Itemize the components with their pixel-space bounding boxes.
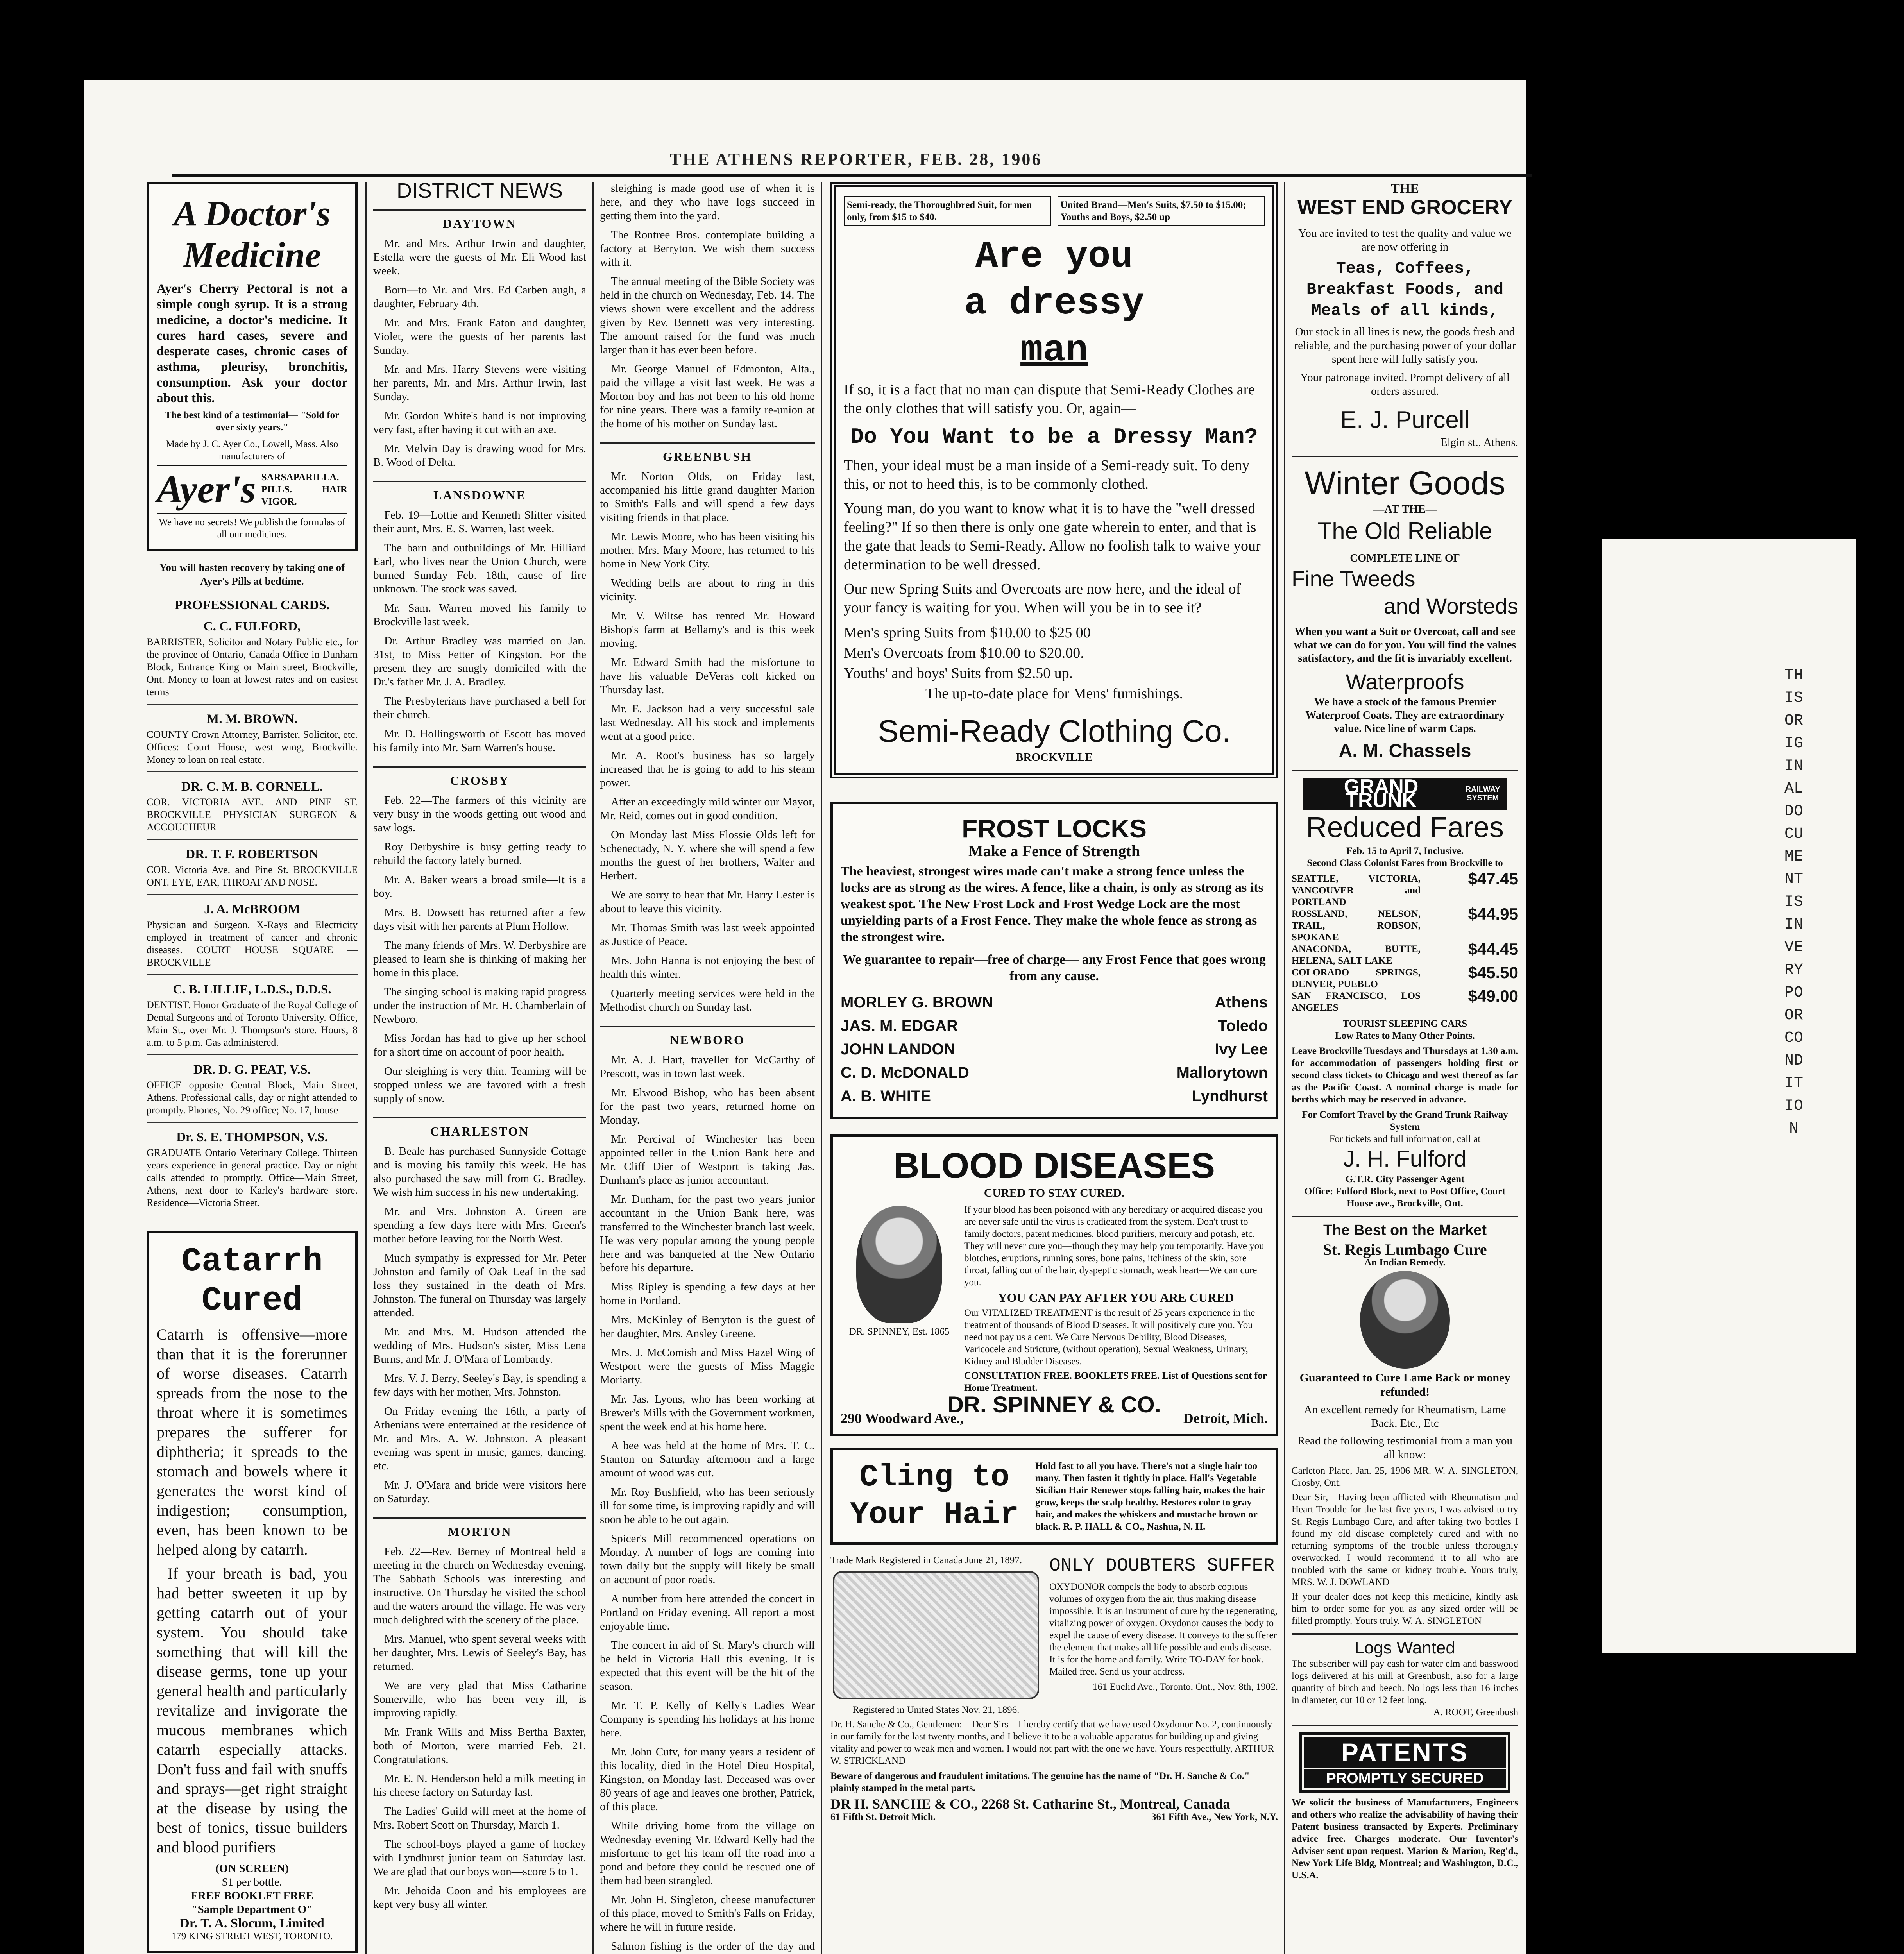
ayers-products: SARSAPARILLA. PILLS. HAIR VIGOR. (261, 472, 347, 507)
news-item: Mr. John Cutv, for many years a resident of this locality, died in the Hotel Dieu Hospital, Kingston, on Monday last. Deceased was over 80 years of age and leaves one brother, Patrick, of this place. (600, 1746, 815, 1813)
price-line: Men's spring Suits from $10.00 to $25 00 (844, 624, 1091, 641)
news-item: Mrs. John Hanna is not enjoying the best of health this winter. (600, 954, 815, 981)
news-item: Mr. A. Root's business has so largely increased that he is going to add to his steam power. (600, 749, 815, 789)
patents-body: We solicit the business of Manufacturers, Engineers and others who realize the advisability of having their Patent business transacted by Experts. Preliminary advice free. Charges moderate. Our Inventor's Adviser sent upon request. Marion & Marion, Reg'd., New York Life Bldg, Montreal; and Washington, D.C., U.S.A. (1292, 1797, 1518, 1881)
fare-destination: ANACONDA, BUTTE, HELENA, SALT LAKE (1292, 944, 1421, 966)
morton-continued (600, 182, 815, 431)
oxydonor-letter: Dr. H. Sanche & Co., Gentlemen:—Dear Sirs—I hereby certify that we have used Oxydonor No. 2, continuously in our family for the last twenty months, and I believe it to be a valuable apparatus for building up and giving vitality and power to weak men and women. I would not part with the one we have. Yours respectfully, ARTHUR W. STRICKLAND (830, 1719, 1274, 1766)
oxydonor-ad (830, 1554, 1278, 1823)
semi-ready-intro: If so, it is a fact that no man can dispute that Semi-Ready Clothes are the only clothes that will satisfy you. Or, again— (844, 381, 1255, 417)
dealer-row (841, 1014, 1268, 1038)
dressy-headline: a dressy (964, 282, 1144, 325)
grocery-intro: You are invited to test the quality and value we are now offering in (1298, 227, 1512, 253)
district-news-sections (373, 209, 586, 1911)
grocery-body: Our stock in all lines is new, the goods fresh and reliable, and the purchasing power of your dollar spent here will fully satisfy you. (1294, 326, 1516, 365)
card-body: COUNTY Crown Attorney, Barrister, Solicitor, etc. Offices: Court House, west wing, Brockville. Money to loan on real estate. (147, 728, 358, 772)
fares-table (1292, 870, 1518, 1014)
card (147, 1063, 358, 1123)
condition-note: THIS ORIGINAL DOCUMENT IS IN VERY POOR CONDITION (1784, 667, 1803, 1138)
news-item: Mr. Lewis Moore, who has been visiting his mother, Mrs. Mary Moore, has returned to his home in New York City. (600, 530, 815, 570)
news-item: Mr. J. O'Mara and bride were visitors here on Saturday. (373, 1479, 586, 1505)
dealer-name: MORLEY G. BROWN (841, 994, 993, 1011)
professional-cards (147, 620, 358, 1215)
news-item: Mr. and Mrs. Frank Eaton and daughter, Violet, were the guests of her parents last Sunday. (373, 317, 586, 356)
winter-goods-ad (1292, 457, 1518, 771)
column-3 (600, 182, 815, 1954)
grand-trunk-office: Office: Fulford Block, next to Post Office, Court House ave., Brockville, Ont. (1304, 1186, 1506, 1209)
lumbago-guarantee: Guaranteed to Cure Lame Back or money refunded! (1299, 1371, 1510, 1398)
catarrh-body: Catarrh is offensive—more than that it is the forerunner of worse diseases. Catarrh spreads from the nose to the throat where it is sometimes prepares the sufferer for diphtheria; it spreads to the stomach and bowels where it generates the worst kind of indigestion; consumption, even, has been known to be helped along by catarrh. (157, 1326, 347, 1558)
grand-trunk-logo (1303, 775, 1507, 812)
frost-guarantee: We guarantee to repair—free of charge— any Frost Fence that goes wrong from any cause. (843, 952, 1266, 983)
dealer-name: JOHN LANDON (841, 1041, 956, 1058)
card-body: COR. VICTORIA AVE. AND PINE ST. BROCKVILLE PHYSICIAN SURGEON & ACCOUCHEUR (147, 796, 358, 840)
catarrh-body-2: If your breath is bad, you had better sweeten it up by getting catarrh out of your system. You should take something that will kill the disease germs, tone up your general health and particularly revitalize and invigorate the mucous membranes which catarrh especially attacks. Don't fuss and fail with snuffs and sprays—get right straight at the disease by using the best of tonics, tissue builders and blood purifiers (157, 1565, 347, 1856)
news-item: Mr. Roy Bushfield, who has been seriously ill for some time, is improving rapidly and will soon be able to be out again. (600, 1486, 815, 1526)
ayers-doctor-ad (147, 182, 358, 551)
dealer-row (841, 1061, 1268, 1084)
header-rule (172, 174, 1532, 177)
news-item: Dr. Arthur Bradley was married on Jan. 31st, to Miss Fetter of Kingston. For the present they are snugly domiciled with the Dr.'s father Mr. J. A. Bradley. (373, 635, 586, 688)
section-heading: CROSBY (373, 766, 586, 787)
semi-ready-ad (830, 182, 1278, 778)
oxydonor-address: 361 Fifth Ave., New York, N.Y. (1151, 1812, 1278, 1822)
card-name: M. M. BROWN. (207, 712, 297, 726)
oxydonor-company: DR H. SANCHE & CO., 2268 St. Catharine St., Montreal, Canada (830, 1796, 1230, 1812)
winter-owner: A. M. Chassels (1339, 741, 1471, 761)
price-line: Men's Overcoats from $10.00 to $20.00. (844, 645, 1084, 661)
tourist-cars: TOURIST SLEEPING CARS (1342, 1018, 1467, 1029)
dealer-name: A. B. WHITE (841, 1088, 931, 1105)
grocery-owner: E. J. Purcell (1340, 406, 1470, 433)
dealer-town: Toledo (1217, 1017, 1268, 1034)
winter-store: The Old Reliable (1317, 518, 1492, 544)
fare-price: $47.45 (1468, 870, 1518, 888)
news-item: Mr. and Mrs. Harry Stevens were visiting her parents, Mr. and Mrs. Arthur Irwin, last Sunday. (373, 363, 586, 403)
news-item: The Presbyterians have purchased a bell for their church. (373, 695, 586, 721)
news-item: Spicer's Mill recommenced operations on Monday. A number of logs are coming into town daily but the supply will likely be small on account of poor roads. (600, 1532, 815, 1586)
news-item: The barn and outbuildings of Mr. Hilliard Earl, who lives near the Union Church, were burned Sunday Feb. 18th, cause of fire unknown. The stock was saved. (373, 542, 586, 595)
news-item: Mrs. B. Dowsett has returned after a few days visit with her parents at Plum Hollow. (373, 906, 586, 932)
winter-waterproofs: Waterproofs (1346, 669, 1464, 694)
news-item: Miss Ripley is spending a few days at her home in Portland. (600, 1281, 815, 1307)
cling-hair-ad (830, 1448, 1278, 1545)
news-item: We are very glad that Miss Catharine Somerville, who has been very ill, is improving rapidly. (373, 1679, 586, 1719)
news-item: Mr. Percival of Winchester has been appointed teller in the Union Bank here and Mr. Cliff Dier of Westport is taking Jas. Dunham's place as junior accountant. (600, 1133, 815, 1186)
patents-ad (1292, 1726, 1518, 1888)
west-end-grocery-ad (1292, 182, 1518, 457)
card-body: BARRISTER, Solicitor and Notary Public etc., for the province of Ontario, Canada Office in Dunham Block, Entrance King or Main street, Brockville, Ont. Money to loan at lowest rates and on easiest terms (147, 636, 358, 705)
lumbago-read: Read the following testimonial from a man you all know: (1297, 1435, 1513, 1461)
semi-ready-para: Our new Spring Suits and Overcoats are now here, and the ideal of your fancy is waiting for you. When will you be in to see it? (844, 581, 1241, 616)
lumbago-brand-2: An Indian Remedy. (1364, 1257, 1446, 1268)
ad-title: Medicine (183, 235, 321, 275)
semi-ready-closing: The up-to-date place for Mens' furnishings. (925, 685, 1183, 702)
card (147, 620, 358, 705)
fare-destination: COLORADO SPRINGS, DENVER, PUEBLO (1292, 967, 1421, 990)
news-item: Mr. and Mrs. M. Hudson attended the wedding of Mrs. Hudson's sister, Miss Lena Burns, and Mr. J. O'Mara of Lombardy. (373, 1326, 586, 1365)
news-item: Mr. Norton Olds, on Friday last, accompanied his little grand daughter Marion to Smith's Falls and will spend a few days visiting friends in that place. (600, 470, 815, 524)
fare-destination: ROSSLAND, NELSON, TRAIL, ROBSON, SPOKANE (1292, 909, 1421, 943)
semi-ready-para: Young man, do you want to know what it is to have the "well dressed feeling?" If so then there is only one gate wherein to enter, and that is the gate that leads to Semi-Ready. Allow no foolish talk to waive your determination to be well dressed. (844, 500, 1261, 573)
dealer-row (841, 1084, 1268, 1108)
grocery-goods: Teas, Coffees, Breakfast Foods, and Meals of all kinds, (1306, 259, 1504, 320)
blood-pay: YOU CAN PAY AFTER YOU ARE CURED (998, 1290, 1234, 1304)
winter-tweeds: Fine Tweeds (1292, 566, 1415, 591)
dressy-question: Do You Want to be a Dressy Man? (850, 424, 1258, 449)
card-body: COR. Victoria Ave. and Pine St. BROCKVILLE ONT. EYE, EAR, THROAT AND NOSE. (147, 864, 358, 895)
patents-title: PATENTS (1304, 1737, 1506, 1768)
doctor-portrait (856, 1206, 942, 1323)
semi-ready-para: Then, your ideal must be a man inside of a Semi-ready suit. To deny this, or not to heed this, is to be commonly clothed. (844, 457, 1250, 492)
card (147, 903, 358, 975)
news-item: Mrs. V. J. Berry, Seeley's Bay, is spending a few days with her mother, Mrs. Johnston. (373, 1372, 586, 1398)
fares-dates: Feb. 15 to April 7, Inclusive. (1346, 846, 1464, 856)
news-item: Mr. Thomas Smith was last week appointed as Justice of Peace. (600, 922, 815, 948)
district-news-title: DISTRICT NEWS (396, 182, 563, 202)
section-heading: GREENBUSH (600, 442, 815, 463)
ad-body: Ayer's Cherry Pectoral is not a simple cough syrup. It is a strong medicine, a doctor's medicine. It cures hard cases, severe and desperate cases, chronic cases of asthma, pleurisy, bronchitis, consumption. Ask your doctor about this. (157, 282, 347, 405)
district-news-sections (600, 442, 815, 1954)
section-heading: CHARLESTON (373, 1117, 586, 1138)
lumbago-letter: Dear Sir,—Having been afflicted with Rheumatism and Heart Trouble for the last five years, I was advised to try St. Regis Lumbago Cure, and after taking two bottles I found my old disease completely cured and with no returning symptoms of the trouble unless thoroughly overworked. I would recommend it to all who are troubled with the same or kidney trouble. Yours truly, MRS. W. J. DOWLAND (1292, 1492, 1518, 1587)
dealer-town: Mallorytown (1176, 1064, 1268, 1081)
news-item: Mr. T. P. Kelly of Kelly's Ladies Wear Company is spending his holidays at his home here. (600, 1699, 815, 1739)
card (147, 983, 358, 1055)
news-item: The many friends of Mrs. W. Derbyshire are pleased to learn she is thinking of making her home in this place. (373, 939, 586, 979)
patents-subtitle: PROMPTLY SECURED (1304, 1769, 1506, 1788)
blood-title: BLOOD DISEASES (893, 1146, 1215, 1186)
fare-price: $45.50 (1468, 963, 1518, 982)
news-item: Mr. and Mrs. Johnston A. Green are spending a few days here with Mrs. Green's mother before leaving for the North West. (373, 1205, 586, 1245)
news-item: Our sleighing is very thin. Teaming will be stopped unless we are favored with a fresh supply of snow. (373, 1065, 586, 1105)
fare-price: $44.45 (1468, 940, 1518, 958)
grocery-title: WEST END GROCERY (1297, 196, 1512, 219)
news-item: B. Beale has purchased Sunnyside Cottage and is moving his family this week. He has also purchased the saw mill from G. Bradley. We wish him success in his new undertaking. (373, 1145, 586, 1199)
logs-title: Logs Wanted (1355, 1638, 1455, 1657)
lumbago-title: The Best on the Market (1323, 1222, 1487, 1238)
news-item: The Rontree Bros. contemplate building a factory at Berryton. We wish them success with it. (600, 229, 815, 268)
fares-class: Second Class Colonist Fares from Brockville to (1307, 858, 1503, 868)
oxydonor-registered: Registered in United States Nov. 21, 1896. (852, 1705, 1020, 1715)
fare-price: $49.00 (1468, 987, 1518, 1005)
news-item: Much sympathy is expressed for Mr. Peter Johnston and family of Oak Leaf in the sad loss they sustained in the death of Mrs. Johnston. The funeral on Thursday was largely attended. (373, 1252, 586, 1319)
blood-company: DR. SPINNEY & CO. (947, 1392, 1161, 1417)
card-name: DR. D. G. PEAT, V.S. (193, 1063, 311, 1077)
column-rule (1284, 182, 1285, 1954)
news-item: Mr. Gordon White's hand is not improving very fast, after having it cut with an axe. (373, 410, 586, 436)
news-item: Miss Jordan has had to give up her school for a short time on account of poor health. (373, 1032, 586, 1058)
news-item: While driving home from the village on Wednesday evening Mr. Edward Kelly had the misfortune to get his team off the road into a pond and before they could be rescued one of them had been strangled. (600, 1820, 815, 1887)
catarrh-sample: "Sample Department O" (191, 1903, 313, 1916)
news-item: Mrs. Manuel, who spent several weeks with her daughter, Mrs. Lewis of Seeley's Bay, has returned. (373, 1633, 586, 1673)
oxydonor-device-image (833, 1571, 1039, 1699)
card-name: Dr. S. E. THOMPSON, V.S. (176, 1130, 328, 1144)
news-item: Feb. 22—Rev. Berney of Montreal held a meeting in the church on Wednesday evening. The Sabbath Schools was interesting and instructive. On Thursday he visited the school and the waters around the village. He was very much delighted with the scenery of the place. (373, 1545, 586, 1626)
news-item: Mrs. J. McComish and Miss Hazel Wing of Westport were the guests of Miss Maggie Moriarty. (600, 1346, 815, 1386)
news-item: Mr. and Mrs. Arthur Irwin and daughter, Estella were the guests of Mr. Eli Wood last week. (373, 237, 586, 277)
logs-wanted-ad (1292, 1635, 1518, 1726)
lumbago-note: If your dealer does not keep this medicine, kindly ask him to order some for you as any sized order will be filled promptly. Yours truly, W. A. SINGLETON (1292, 1591, 1518, 1626)
news-item: The school-boys played a game of hockey with Lyndhurst junior team on Saturday last. We are glad that our boys won—score 5 to 1. (373, 1838, 586, 1878)
catarrh-title: Catarrh Cured (181, 1242, 323, 1320)
dealer-name: C. D. McDONALD (841, 1064, 969, 1081)
catarrh-company: Dr. T. A. Slocum, Limited (180, 1916, 324, 1931)
news-item: The concert in aid of St. Mary's church will be held in Victoria Hall this evening. It is expected that this event will be the hit of the season. (600, 1639, 815, 1693)
logs-body: The subscriber will pay cash for water elm and basswood logs delivered at his mill at Greenbush, also for a large quantity of birch and beech. No logs less than 16 inches in diameter, cut 10 or 12 feet long. (1292, 1659, 1518, 1705)
section-heading: MORTON (373, 1517, 586, 1539)
news-item: Mr. Sam. Warren moved his family to Brockville last week. (373, 602, 586, 628)
grand-trunk-body: Leave Brockville Tuesdays and Thursdays at 1.30 a.m. for accommodation of passengers holding first or second class tickets to Chicago and west thereof as far as the Pacific Coast. A nominal charge is made for berths which may be reserved in advance. (1292, 1046, 1518, 1105)
news-item: Born—to Mr. and Mrs. Ed Carben augh, a daughter, February 4th. (373, 284, 586, 310)
ayers-brand-logo: Ayer's (157, 467, 256, 511)
section-heading: NEWBORO (600, 1026, 815, 1047)
news-item: The singing school is making rapid progress under the instruction of Mr. H. Chamberlain of Newboro. (373, 986, 586, 1025)
column-1 (147, 182, 358, 1954)
page-header: THE ATHENS REPORTER, FEB. 28, 1906 (669, 150, 1042, 169)
section-heading: DAYTOWN (373, 209, 586, 231)
oxydonor-headline: ONLY DOUBTERS SUFFER (1049, 1555, 1275, 1576)
dressy-headline: man (1020, 329, 1088, 372)
news-item: Mr. Frank Wills and Miss Bertha Baxter, both of Morton, were married Feb. 21. Congratulations. (373, 1726, 586, 1766)
column-rule (365, 182, 367, 1954)
logs-sign: A. ROOT, Greenbush (1433, 1707, 1518, 1718)
grand-trunk-agent-title: G.T.R. City Passenger Agent (1345, 1174, 1465, 1185)
card-name: C. B. LILLIE, L.D.S., D.D.S. (173, 982, 331, 997)
cling-body: Hold fast to all you have. There's not a single hair too many. Then fasten it tightly in place. Hall's Vegetable Sicilian Hair Renewer stops falling hair, makes the hair grow, keeps the scalp healthy. Restores color to gray hair, and makes the whiskers and mustache brown or black. R. P. HALL & CO., Nashua, N. H. (1035, 1461, 1265, 1532)
winter-complete: COMPLETE LINE OF (1350, 552, 1460, 564)
card-name: DR. C. M. B. CORNELL. (181, 780, 323, 794)
ad-maker: Made by J. C. Ayer Co., Lowell, Mass. Also manufacturers of (166, 439, 338, 462)
news-item: The annual meeting of the Bible Society was held in the church on Wednesday, Feb. 14. The views shown were excellent and the address given by Rev. Bennett was very interesting. The amount raised for the fund was much larger than it has ever been before. (600, 275, 815, 356)
news-item: After an exceedingly mild winter our Mayor, Mr. Reid, comes out in good condition. (600, 796, 815, 822)
blood-address: 290 Woodward Ave., (841, 1410, 964, 1426)
column-2 (373, 182, 586, 1954)
card (147, 1131, 358, 1215)
news-item: Wedding bells are about to ring in this vicinity. (600, 577, 815, 603)
news-item: We are sorry to hear that Mr. Harry Lester is about to leave this vicinity. (600, 889, 815, 915)
section-heading: LANSDOWNE (373, 481, 586, 502)
news-item: Quarterly meeting services were held in the Methodist church on Sunday last. (600, 987, 815, 1013)
card-name: C. C. FULFORD, (203, 619, 301, 633)
lumbago-cure-ad (1292, 1217, 1518, 1635)
news-item: Mr. A. Baker wears a broad smile—It is a boy. (373, 873, 586, 900)
price-line: Youths' and boys' Suits from $2.50 up. (844, 665, 1073, 682)
oxydonor-letter-address: 161 Euclid Ave., Toronto, Ont., Nov. 8th, 1902. (1092, 1682, 1278, 1692)
oxydonor-beware: Beware of dangerous and fraudulent imitations. The genuine has the name of "Dr. H. Sanche & Co." plainly stamped in the metal parts. (830, 1771, 1250, 1793)
card-body: OFFICE opposite Central Block, Main Street, Athens. Professional calls, day or night attended to promptly. Phones, No. 29 office; No. 17, house (147, 1079, 358, 1123)
card (147, 780, 358, 840)
semi-ready-tag: Semi-ready, the Thoroughbred Suit, for men only, from $15 to $40. (844, 196, 1051, 226)
card (147, 712, 358, 772)
blood-subtitle: CURED TO STAY CURED. (984, 1186, 1125, 1199)
column-rule (821, 182, 822, 1954)
frost-locks-ad (830, 802, 1278, 1119)
news-item: Mr. Elwood Bishop, who has been absent for the past two years, returned home on Monday. (600, 1086, 815, 1126)
card-body: Physician and Surgeon. X-Rays and Electricity employed in treatment of cancer and chronic diseases. COURT HOUSE SQUARE — BROCKVILLE (147, 919, 358, 975)
news-item: The Ladies' Guild will meet at the home of Mrs. Robert Scott on Thursday, March 1. (373, 1805, 586, 1831)
cling-title: Cling to Your Hair (850, 1460, 1019, 1533)
column-rule (592, 182, 594, 1954)
lumbago-brand: St. Regis Lumbago Cure (1323, 1241, 1487, 1258)
fare-destination: SEATTLE, VICTORIA, VANCOUVER and PORTLAND (1292, 873, 1421, 907)
winter-worsteds: and Worsteds (1383, 594, 1518, 618)
news-item: Mrs. McKinley of Berryton is the guest of her daughter, Mrs. Ansley Greene. (600, 1313, 815, 1340)
fare-destination: SAN FRANCISCO, LOS ANGELES (1292, 991, 1421, 1013)
dealer-town: Athens (1215, 994, 1268, 1011)
blood-city: Detroit, Mich. (1183, 1410, 1268, 1426)
fare-row (1292, 870, 1518, 908)
news-item: Mr. George Manuel of Edmonton, Alta., paid the village a visit last week. He was a Morton boy and has not been to his old home for nine years. There was a family re-union at the home of his mother on Sunday last. (600, 363, 815, 430)
news-item: Mr. Jas. Lyons, who has been working at Brewer's Mills with the Government workmen, spent the week end at his home here. (600, 1393, 815, 1433)
grand-trunk-comfort: For Comfort Travel by the Grand Trunk Railway System (1302, 1109, 1508, 1132)
news-item: Mr. John H. Singleton, cheese manufacturer of this place, moved to Smith's Falls on Friday, where he will in future reside. (600, 1893, 815, 1933)
blood-consult: CONSULTATION FREE. BOOKLETS FREE. List of Questions sent for Home Treatment. (964, 1371, 1267, 1393)
winter-title: Winter Goods (1305, 465, 1505, 501)
news-item: A bee was held at the home of Mrs. T. C. Stanton on Saturday afternoon and a large amount of wood was cut. (600, 1439, 815, 1479)
ad-testimonial: The best kind of a testimonial— "Sold for over sixty years." (165, 410, 340, 433)
news-item: Mr. E. N. Henderson held a milk meeting in his cheese factory on Saturday last. (373, 1772, 586, 1798)
lumbago-letter-head: Carleton Place, Jan. 25, 1906 MR. W. A. SINGLETON, Crosby, Ont. (1292, 1466, 1518, 1488)
dealer-name: JAS. M. EDGAR (841, 1017, 958, 1034)
news-item: Mr. Jehoida Coon and his employees are kept very busy all winter. (373, 1884, 586, 1911)
page-margin-extension (1602, 539, 1856, 1653)
semi-ready-town: BROCKVILLE (1016, 751, 1093, 764)
news-item: On Monday last Miss Flossie Olds left for Schenectady, N. Y. where she will spend a few months the guest of her brothers, Walter and Herbert. (600, 828, 815, 882)
reduced-fares-title: Reduced Fares (1306, 811, 1504, 843)
catarrh-screen: (ON SCREEN) (215, 1862, 289, 1875)
ad-footer: You will hasten recovery by taking one of Ayer's Pills at bedtime. (159, 562, 345, 587)
fare-row (1292, 987, 1518, 1014)
news-item: Salmon fishing is the order of the day and (611, 1940, 815, 1952)
lumbago-remedy: An excellent remedy for Rheumatism, Lame Back, Etc., Etc (1304, 1403, 1506, 1430)
oxydonor-trademark: Trade Mark Registered in Canada June 21, 1897. (830, 1555, 1022, 1566)
news-item: Mr. A. J. Hart, traveller for McCarthy of Prescott, was in town last week. (600, 1054, 815, 1080)
news-item: Mr. Edward Smith had the misfortune to have his valuable DeVeras colt kicked on Thursday last. (600, 656, 815, 696)
winter-body-2: We have a stock of the famous Premier Waterproof Coats. They are extraordinary value. Nice line of warm Caps. (1305, 696, 1505, 735)
dealer-row (841, 991, 1268, 1014)
news-item: Roy Derbyshire is busy getting ready to rebuild the factory lately burned. (373, 841, 586, 867)
news-item: On Friday evening the 16th, a party of Athenians were entertained at the residence of Mr. and Mrs. A. W. Johnston. A pleasant evening was spent in music, games, dancing, etc. (373, 1405, 586, 1472)
news-item: Feb. 22—The farmers of this vicinity are very busy in the woods getting out wood and saw logs. (373, 794, 586, 834)
dealer-row (841, 1038, 1268, 1061)
semi-ready-company: Semi-Ready Clothing Co. (878, 714, 1231, 748)
news-item: Mr. Melvin Day is drawing wood for Mrs. B. Wood of Delta. (373, 442, 586, 469)
frost-dealers (841, 991, 1268, 1108)
catarrh-booklet: FREE BOOKLET FREE (191, 1890, 313, 1902)
column-5 (1292, 182, 1518, 1954)
news-item: Mr. E. Jackson had a very successful sale last Wednesday. All his stock and implements went at a good price. (600, 703, 815, 743)
column-4 (830, 182, 1278, 1954)
grocery-the: THE (1391, 182, 1419, 196)
news-item: Mr. D. Hollingsworth of Escott has moved his family into Mr. Sam Warren's house. (373, 728, 586, 754)
grocery-patronage: Your patronage invited. Prompt delivery of all orders assured. (1300, 371, 1510, 397)
grand-trunk-agent: J. H. Fulford (1343, 1146, 1467, 1172)
frost-subtitle: Make a Fence of Strength (968, 842, 1140, 860)
winter-body: When you want a Suit or Overcoat, call and see what we can do for you. You will find the values satisfactory, and the fit is invariably excellent. (1294, 626, 1516, 664)
low-rates: Low Rates to Many Other Points. (1335, 1031, 1475, 1041)
grand-trunk-tickets: For tickets and full information, call at (1329, 1134, 1481, 1144)
card-name: DR. T. F. ROBERTSON (186, 847, 319, 861)
grocery-address: Elgin st., Athens. (1441, 436, 1518, 449)
news-item: Feb. 19—Lottie and Kenneth Slitter visited their aunt, Mrs. E. S. Warren, last week. (373, 509, 586, 535)
card-body: GRADUATE Ontario Veterinary College. Thirteen years experience in general practice. Day or night calls attended to promptly. Office—Main Street, Athens, next door to Karley's hardware store. Residence—Victoria Street. (147, 1147, 358, 1215)
news-item: A number from here attended the concert in Portland on Friday evening. All report a most enjoyable time. (600, 1593, 815, 1632)
winter-at: —AT THE— (1373, 503, 1437, 515)
frost-title: FROST LOCKS (962, 814, 1147, 843)
professional-cards-heading: PROFESSIONAL CARDS. (174, 598, 330, 612)
frost-body: The heaviest, strongest wires made can't make a strong fence unless the locks are as strong as the wires. A fence, like a chain, is only as strong as its weakest spot. The New Frost Lock and Frost Wedge Lock are the most unyielding parts of a Frost Fence. They make the whole fence as strong as the strongest wire. (841, 864, 1263, 944)
catarrh-ad (147, 1231, 358, 1953)
card-body: DENTIST. Honor Graduate of the Royal College of Dental Surgeons and of Toronto University. Office, Main St., over Mr. J. Thompson's store. Hours, 8 a.m. to 5 p.m. Gas administered. (147, 999, 358, 1055)
dealer-town: Lyndhurst (1192, 1088, 1268, 1105)
catarrh-price: $1 per bottle. (222, 1876, 282, 1888)
news-item: sleighing is made good use of when it is here, and they who have logs succeed in getting them into the yard. (600, 182, 815, 222)
united-brand-tag: United Brand—Men's Suits, $7.50 to $15.00; Youths and Boys, $2.50 up (1058, 196, 1265, 226)
fare-row (1292, 905, 1518, 943)
dealer-town: Ivy Lee (1215, 1041, 1268, 1058)
indian-portrait-image (1360, 1271, 1450, 1369)
grand-trunk-logo-text: GRAND TRUNK (1344, 775, 1419, 812)
doctor-caption: DR. SPINNEY, Est. 1865 (849, 1326, 950, 1337)
ad-secrets: We have no secrets! We publish the formulas of all our medicines. (159, 517, 345, 540)
card-name: J. A. McBROOM (204, 902, 300, 916)
blood-body-2: Our VITALIZED TREATMENT is the result of 25 years experience in the treatment of thousands of Blood Diseases. It will positively cure you. You need not pay us a cent. We Cure Nervous Debility, Blood Diseases, Varicocele and Stricture, (without operation), Sexual Weakness, Urinary, Kidney and Bladder Diseases. (964, 1308, 1255, 1367)
ad-title: A Doctor's (174, 193, 331, 233)
news-item: Mr. V. Wiltse has rented Mr. Howard Bishop's farm at Bellamy's and is this week moving. (600, 610, 815, 650)
dressy-headline: Are you (975, 235, 1133, 278)
oxydonor-body: OXYDONOR compels the body to absorb copious volumes of oxygen from the air, thus making disease impossible. It is an instrument of cure by the regenerating, vitalizing power of oxygen. Oxydonor causes the body to expel the cause of every disease. It conveys to the sufferer the element that makes all life possible and ends disease. It is for the home and family. Write TO-DAY for book. Mailed free. Send us your address. (1049, 1582, 1278, 1677)
news-item: Mr. Dunham, for the past two years junior accountant in the Union Bank here, was transferred to the Winchester branch last week. He was very popular among the young people here and was banqueted at the New Ontario before his departure. (600, 1193, 815, 1274)
grand-trunk-ad (1292, 771, 1518, 1217)
grand-trunk-logo-sub: RAILWAY SYSTEM (1465, 785, 1500, 802)
oxydonor-address: 61 Fifth St. Detroit Mich. (830, 1812, 936, 1822)
catarrh-address: 179 KING STREET WEST, TORONTO. (171, 1931, 333, 1941)
blood-diseases-ad (830, 1134, 1278, 1436)
blood-body: If your blood has been poisoned with any hereditary or acquired disease you are never safe until the virus is eradicated from the system. Don't trust to family doctors, patent medicines, blood purifiers, mercury and potash, etc. They will never cure you—though they may help you temporarily. Have you blotches, eruptions, running sores, bone pains, itchiness of the skin, sore throat, falling out of the hair, dyspeptic stomach, weak heart—We can cure you. (964, 1204, 1264, 1288)
card (147, 848, 358, 895)
fare-price: $44.95 (1468, 905, 1518, 923)
